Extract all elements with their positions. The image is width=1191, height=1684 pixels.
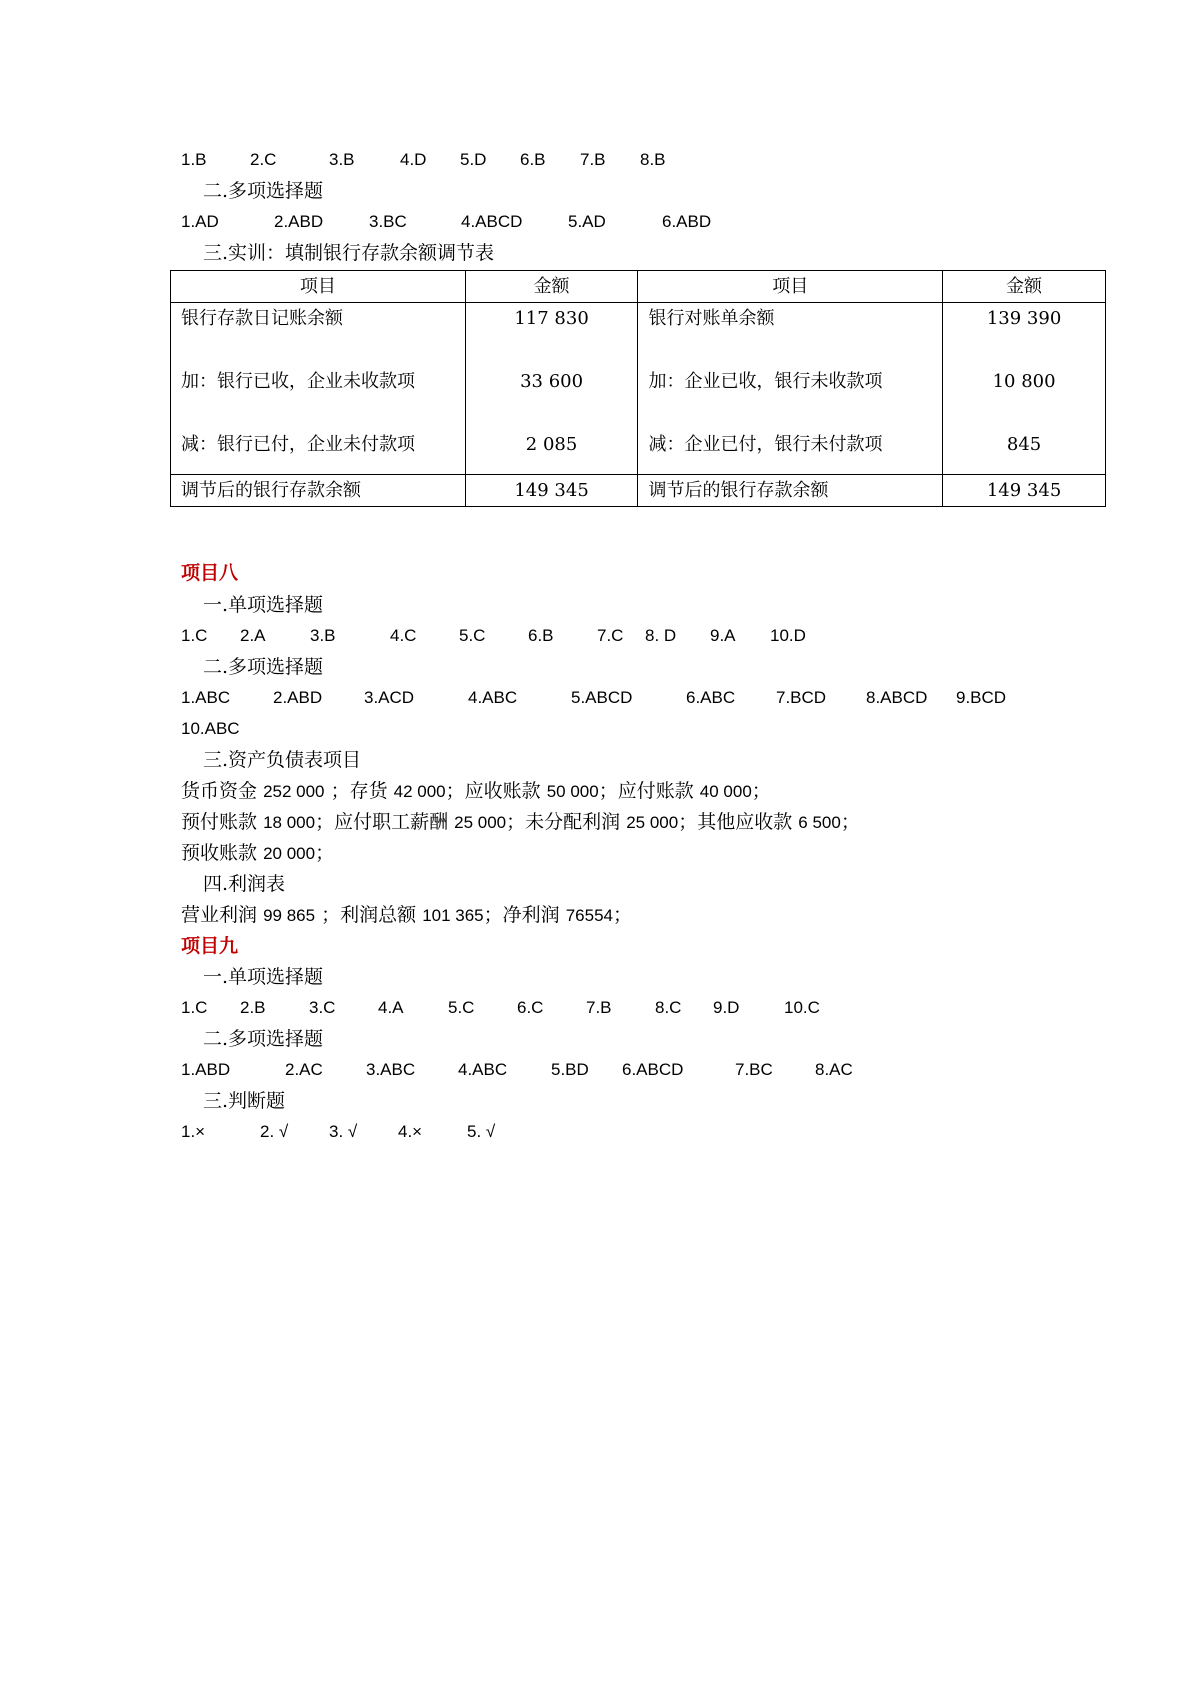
separator: ； (751, 780, 771, 802)
answer: 6.B (520, 150, 546, 169)
column-header: 金额 (465, 271, 638, 303)
item-label: 未分配利润 (525, 811, 621, 833)
separator: ； (613, 904, 633, 926)
answer-row (181, 992, 820, 1024)
answer: 4.× (398, 1122, 423, 1141)
answer: 6.ABCD (622, 1060, 684, 1079)
item-label: 货币资金 (181, 780, 258, 802)
answer: 3. √ (329, 1122, 358, 1141)
answer: 3.C (309, 998, 336, 1017)
item-label: 其他应收款 (697, 811, 793, 833)
amount: 139 390 (986, 308, 1062, 329)
answer: 9.A (710, 626, 736, 645)
table-cell: 149 345 (943, 475, 1106, 507)
section-heading: 三.实训：填制银行存款余额调节表 (203, 242, 495, 264)
answer: 5.ABCD (571, 688, 633, 707)
answer: 8.B (640, 150, 666, 169)
item-label: 净利润 (502, 904, 560, 926)
answer: 6.ABD (662, 212, 712, 231)
answer: 3.ABC (366, 1060, 416, 1079)
item-label: 银行对账单余额 (648, 308, 775, 329)
balance-sheet-line (181, 837, 334, 869)
answer: 9.BCD (956, 688, 1007, 707)
answer: 1.B (181, 150, 207, 169)
reconciliation-table (170, 270, 1106, 507)
item-label: 银行存款日记账余额 (181, 308, 343, 329)
item-value: 18 000 (263, 813, 316, 832)
answer: 5.AD (568, 212, 606, 231)
answer: 1.× (181, 1122, 206, 1141)
amount: 10 800 (992, 371, 1056, 392)
item-label: 利润总额 (340, 904, 417, 926)
item-value: 42 000 (393, 782, 446, 801)
answer: 4.ABC (468, 688, 518, 707)
answer: 5.BD (551, 1060, 589, 1079)
answer-row (181, 713, 240, 745)
column-header: 金额 (943, 271, 1106, 303)
section-heading: 一.单项选择题 (203, 594, 324, 616)
item-label: 应付职工薪酬 (334, 811, 449, 833)
amount: 845 (1006, 434, 1042, 455)
item-label: 营业利润 (181, 904, 258, 926)
answer: 1.AD (181, 212, 219, 231)
separator: ； (321, 904, 341, 926)
answer: 4.ABCD (461, 212, 523, 231)
table-total-row (171, 475, 1106, 507)
answer: 10.ABC (181, 719, 240, 738)
item-value: 25 000 (454, 813, 507, 832)
answer: 5. √ (467, 1122, 496, 1141)
answer: 4.ABC (458, 1060, 508, 1079)
section-heading: 三.资产负债表项目 (203, 749, 362, 771)
item-label: 预收账款 (181, 842, 258, 864)
item-label: 预付账款 (181, 811, 258, 833)
answer: 3.BC (369, 212, 407, 231)
section-heading: 二.多项选择题 (203, 180, 324, 202)
separator: ； (598, 780, 618, 802)
answer: 7.B (586, 998, 612, 1017)
section-heading: 四.利润表 (203, 873, 286, 895)
answer: 6.C (517, 998, 544, 1017)
answer: 3.B (329, 150, 355, 169)
item-label: 减：企业已付，银行未付款项 (648, 434, 883, 455)
column-header: 项目 (171, 271, 466, 303)
table-cell: 调节后的银行存款余额 (171, 475, 466, 507)
separator: ； (840, 811, 860, 833)
item-value: 76554 (565, 906, 613, 925)
table-row (171, 303, 1106, 475)
answer: 1.C (181, 998, 208, 1017)
income-statement-line (181, 899, 632, 931)
answer: 7.B (580, 150, 606, 169)
amount: 117 830 (514, 308, 589, 329)
answer: 4.D (400, 150, 427, 169)
item-value: 25 000 (626, 813, 679, 832)
section-heading: 一.单项选择题 (203, 966, 324, 988)
answer-row (181, 144, 666, 176)
item-label: 加：企业已收，银行未收款项 (648, 371, 883, 392)
answer-row (181, 1116, 495, 1148)
separator: ； (330, 780, 350, 802)
separator: ； (315, 811, 335, 833)
table-cell (638, 303, 943, 475)
answer: 1.ABC (181, 688, 231, 707)
column-header: 项目 (638, 271, 943, 303)
answer: 8.ABCD (866, 688, 928, 707)
project-title: 项目九 (181, 935, 239, 957)
answer: 5.C (448, 998, 475, 1017)
answer: 10.C (784, 998, 820, 1017)
project-title: 项目八 (181, 562, 239, 584)
item-value: 50 000 (546, 782, 599, 801)
answer: 2.B (240, 998, 266, 1017)
item-value: 101 365 (422, 906, 484, 925)
item-label: 应收账款 (464, 780, 541, 802)
answer: 5.C (459, 626, 486, 645)
item-value: 252 000 (263, 782, 325, 801)
answer: 6.B (528, 626, 554, 645)
table-cell (943, 303, 1106, 475)
section-heading: 二.多项选择题 (203, 1028, 324, 1050)
table-cell (465, 303, 638, 475)
answer-row (181, 682, 1006, 714)
table-cell: 149 345 (465, 475, 638, 507)
answer: 7.BCD (776, 688, 827, 707)
balance-sheet-line (181, 775, 771, 807)
answer: 10.D (770, 626, 806, 645)
separator: ； (483, 904, 503, 926)
item-label: 存货 (349, 780, 388, 802)
section-heading: 三.判断题 (203, 1090, 286, 1112)
answer: 3.ACD (364, 688, 415, 707)
answer-row (181, 620, 806, 652)
answer: 2. √ (260, 1122, 289, 1141)
answer: 4.A (378, 998, 404, 1017)
table-header-row (171, 271, 1106, 303)
answer-row (181, 1054, 853, 1086)
item-label: 减：银行已付，企业未付款项 (181, 434, 415, 455)
answer: 2.A (240, 626, 266, 645)
answer: 2.ABD (274, 212, 324, 231)
answer: 8.C (655, 998, 682, 1017)
table-cell (171, 303, 466, 475)
item-value: 20 000 (263, 844, 316, 863)
item-value: 40 000 (699, 782, 752, 801)
answer: 6.ABC (686, 688, 736, 707)
separator: ； (445, 780, 465, 802)
answer: 4.C (390, 626, 417, 645)
answer: 8.AC (815, 1060, 853, 1079)
answer-row (181, 206, 711, 238)
answer: 1.ABD (181, 1060, 231, 1079)
answer: 7.BC (735, 1060, 773, 1079)
answer: 1.C (181, 626, 208, 645)
answer: 2.ABD (273, 688, 323, 707)
balance-sheet-line (181, 806, 860, 838)
answer: 2.C (250, 150, 277, 169)
answer: 2.AC (285, 1060, 323, 1079)
answer: 5.D (460, 150, 487, 169)
separator: ； (315, 842, 335, 864)
answer: 7.C (597, 626, 624, 645)
separator: ； (506, 811, 526, 833)
item-value: 99 865 (263, 906, 316, 925)
item-value: 6 500 (798, 813, 841, 832)
answer: 9.D (713, 998, 740, 1017)
separator: ； (678, 811, 698, 833)
amount: 33 600 (520, 371, 584, 392)
item-label: 应付账款 (617, 780, 694, 802)
answer: 3.B (310, 626, 336, 645)
answer: 8. D (645, 626, 677, 645)
table-cell: 调节后的银行存款余额 (638, 475, 943, 507)
section-heading: 二.多项选择题 (203, 656, 324, 678)
item-label: 加：银行已收，企业未收款项 (181, 371, 415, 392)
amount: 2 085 (525, 434, 578, 455)
